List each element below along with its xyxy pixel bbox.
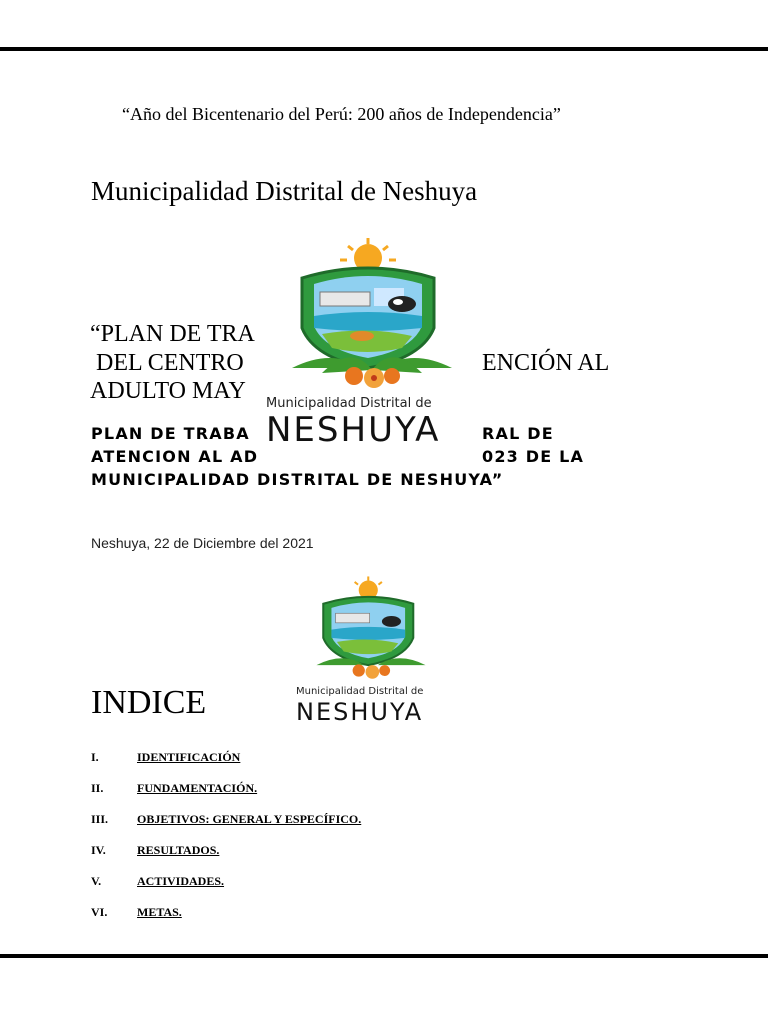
index-title: INDICE	[91, 684, 207, 721]
toc-number: VI.	[91, 905, 108, 919]
plan-subtitle-line-1: PLAN DE TRABA	[91, 424, 250, 443]
toc-number: III.	[91, 812, 109, 826]
toc-link-objetivos[interactable]: OBJETIVOS: GENERAL Y ESPECÍFICO.	[137, 812, 362, 826]
toc-link-resultados[interactable]: RESULTADOS.	[137, 843, 220, 857]
toc-number: IV.	[91, 843, 106, 857]
logo-brand: NESHUYA	[266, 410, 441, 450]
plan-title-line-3: ADULTO MAY	[90, 378, 246, 404]
toc-link-identificacion[interactable]: IDENTIFICACIÓN	[137, 750, 241, 764]
toc-link-fundamentacion[interactable]: FUNDAMENTACIÓN.	[137, 781, 258, 795]
top-rule	[0, 47, 768, 51]
logo-caption: Municipalidad Distrital de	[296, 686, 424, 697]
toc-number: II.	[91, 781, 104, 795]
plan-subtitle-tail-1: RAL DE	[482, 424, 554, 443]
logo-brand: NESHUYA	[296, 698, 424, 726]
municipality-logo-small	[296, 576, 456, 736]
coat-of-arms-icon	[296, 576, 446, 686]
municipality-heading: Municipalidad Distrital de Neshuya	[91, 176, 478, 206]
logo-caption: Municipalidad Distrital de	[266, 396, 432, 411]
document-date: Neshuya, 22 de Diciembre del 2021	[91, 535, 314, 551]
municipality-logo-large	[262, 238, 482, 458]
plan-title-line-2: DEL CENTRO	[90, 350, 244, 376]
plan-title-tail: ENCIÓN AL	[482, 350, 610, 376]
toc-link-metas[interactable]: METAS.	[137, 905, 182, 919]
toc-number: I.	[91, 750, 99, 764]
coat-of-arms-icon	[262, 238, 482, 398]
year-motto: “Año del Bicentenario del Perú: 200 años de Independencia”	[122, 104, 561, 124]
plan-subtitle-tail-2: 023 DE LA	[482, 447, 585, 466]
toc-number: V.	[91, 874, 102, 888]
plan-title-line-1: “PLAN DE TRA	[90, 321, 255, 347]
bottom-rule	[0, 954, 768, 958]
plan-subtitle-line-3: MUNICIPALIDAD DISTRITAL DE NESHUYA”	[91, 470, 504, 489]
toc-link-actividades[interactable]: ACTIVIDADES.	[137, 874, 225, 888]
plan-subtitle-line-2: ATENCION AL AD	[91, 447, 259, 466]
